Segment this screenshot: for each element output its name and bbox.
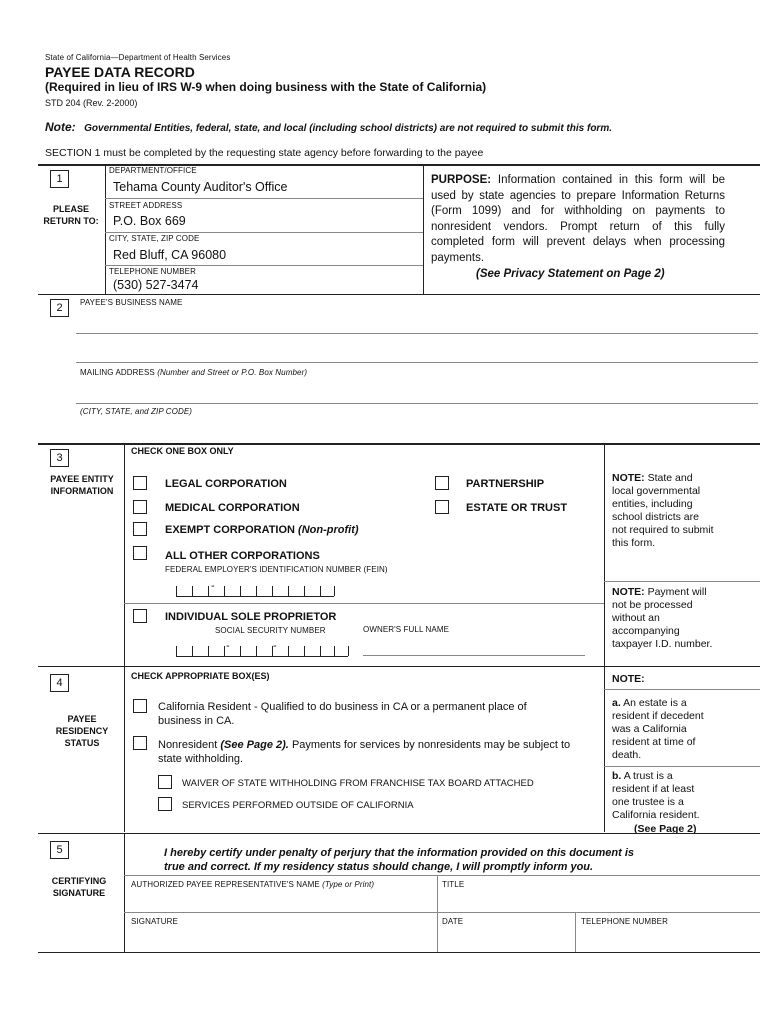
mailing-address-label: [80, 368, 307, 377]
mailing-address-line[interactable]: [76, 403, 758, 404]
mailing-label-main: MAILING ADDRESS: [80, 368, 155, 377]
ssn-input[interactable]: [176, 642, 348, 657]
residency-note-label: NOTE:: [612, 673, 645, 685]
rep-name-hint: (Type or Print): [322, 880, 375, 889]
header-note: [45, 118, 745, 136]
mailing-label-hint: (Number and Street or P.O. Box Number): [157, 368, 308, 377]
note-estate: [612, 697, 712, 762]
note-payment-text: Payment will not be processed without an accompanying taxpayer I.D. number.: [612, 586, 713, 650]
medical-corp-label: MEDICAL CORPORATION: [165, 502, 300, 514]
city-label: CITY, STATE, ZIP CODE: [109, 234, 200, 243]
form-title: PAYEE DATA RECORD: [45, 64, 195, 80]
estate-trust-checkbox[interactable]: [435, 500, 449, 514]
other-corp-label: ALL OTHER CORPORATIONS: [165, 550, 320, 562]
form-subtitle: (Required in lieu of IRS W-9 when doing business with the State of California): [45, 80, 487, 94]
certifying-signature-label: CERTIFYING SIGNATURE: [51, 876, 107, 898]
sole-prop-label: INDIVIDUAL SOLE PROPRIETOR: [165, 611, 337, 623]
note-text: Governmental Entities, federal, state, and local (including school districts) are not required to submit this form.: [84, 123, 612, 134]
section-3-number: 3: [50, 449, 69, 467]
please-return-label: PLEASE RETURN TO:: [43, 204, 99, 226]
fein-label: FEDERAL EMPLOYER'S IDENTIFICATION NUMBER (FEIN): [165, 565, 388, 574]
rep-name-main: AUTHORIZED PAYEE REPRESENTATIVE'S NAME: [131, 880, 320, 889]
waiver-label: WAIVER OF STATE WITHHOLDING FROM FRANCHISE TAX BOARD ATTACHED: [182, 778, 534, 789]
signature-label: SIGNATURE: [131, 917, 178, 926]
note-a-text: An estate is a resident if decedent was a California resident at time of death.: [612, 697, 704, 761]
note-trust: [612, 770, 712, 822]
note-b-text: A trust is a resident if at least one trustee is a California resident.: [612, 770, 700, 821]
sig-phone-label: TELEPHONE NUMBER: [581, 917, 668, 926]
owner-name-label: OWNER'S FULL NAME: [363, 625, 450, 634]
partnership-checkbox[interactable]: [435, 476, 449, 490]
note-payment-label: NOTE:: [612, 586, 645, 598]
exempt-corp-hint: (Non-profit): [298, 524, 359, 536]
dept-label: DEPARTMENT/OFFICE: [109, 166, 197, 175]
nonresident-checkbox[interactable]: [133, 736, 147, 750]
payee-residency-label: PAYEE RESIDENCY STATUS: [55, 714, 109, 748]
owner-name-line[interactable]: [363, 655, 585, 656]
services-outside-label: SERVICES PERFORMED OUTSIDE OF CALIFORNIA: [182, 800, 414, 811]
note-label: Note:: [45, 120, 76, 134]
signature-input[interactable]: [128, 930, 434, 950]
resident-checkbox[interactable]: [133, 699, 147, 713]
sole-prop-checkbox[interactable]: [133, 609, 147, 623]
purpose-block: [431, 173, 725, 266]
purpose-label: PURPOSE:: [431, 174, 492, 186]
section-1-number: 1: [50, 170, 69, 188]
resident-label: California Resident - Qualified to do business in CA or a permanent place of business in CA.: [158, 701, 527, 727]
rep-name-label: [131, 880, 374, 889]
fein-input[interactable]: [176, 582, 334, 597]
medical-corp-checkbox[interactable]: [133, 500, 147, 514]
date-input[interactable]: [440, 930, 572, 950]
ssn-label: SOCIAL SECURITY NUMBER: [215, 626, 326, 635]
street-value[interactable]: P.O. Box 669: [113, 214, 186, 228]
exempt-corp-checkbox[interactable]: [133, 522, 147, 536]
street-label: STREET ADDRESS: [109, 201, 183, 210]
section-2-number: 2: [50, 299, 69, 317]
check-appropriate-label: CHECK APPROPRIATE BOX(ES): [131, 671, 270, 681]
date-label: DATE: [442, 917, 464, 926]
nonresident-text: Payments for services by nonresidents may be subject to state withholding.: [158, 739, 571, 765]
section1-instruction: SECTION 1 must be completed by the requesting state agency before forwarding to the payee: [45, 147, 484, 159]
note-entities-text: State and local governmental entities, including school districts are not required to submit this form.: [612, 472, 714, 549]
fein-dash: -: [211, 580, 215, 592]
note-entities: [612, 472, 716, 550]
title-label: TITLE: [442, 880, 465, 889]
ssn-dash-2: -: [273, 640, 277, 652]
city-value[interactable]: Red Bluff, CA 96080: [113, 248, 227, 262]
sig-phone-input[interactable]: [578, 930, 758, 950]
note-b-label: b.: [612, 770, 622, 782]
title-input[interactable]: [440, 893, 758, 911]
rep-name-input[interactable]: [128, 893, 434, 911]
estate-trust-label: ESTATE OR TRUST: [466, 502, 568, 514]
city-state-zip-label: (CITY, STATE, and ZIP CODE): [80, 407, 193, 416]
nonresident-see: (See Page 2).: [220, 739, 289, 751]
legal-corp-checkbox[interactable]: [133, 476, 147, 490]
phone-value[interactable]: (530) 527-3474: [113, 278, 199, 292]
agency-line: State of California—Department of Health Services: [45, 53, 231, 62]
section-5-number: 5: [50, 841, 69, 859]
check-one-label: CHECK ONE BOX ONLY: [131, 446, 234, 456]
see-page-2[interactable]: (See Page 2): [634, 823, 697, 835]
ssn-dash-1: -: [226, 640, 230, 652]
legal-corp-label: LEGAL CORPORATION: [165, 478, 287, 490]
phone-label: TELEPHONE NUMBER: [109, 267, 196, 276]
form-number: STD 204 (Rev. 2-2000): [45, 98, 138, 108]
exempt-corp-label: [165, 524, 359, 536]
dept-value[interactable]: Tehama County Auditor's Office: [113, 180, 288, 194]
nonresident-main: Nonresident: [158, 739, 218, 751]
waiver-checkbox[interactable]: [158, 775, 172, 789]
note-entities-label: NOTE:: [612, 472, 645, 484]
nonresident-label: [158, 738, 578, 766]
section-4-number: 4: [50, 674, 69, 692]
certification-text: I hereby certify under penalty of perjury that the information provided on this document is true and correct. If my residency status should change, I will promptly inform you.: [164, 847, 635, 873]
exempt-corp-text: EXEMPT CORPORATION: [165, 524, 295, 536]
business-name-line[interactable]: [76, 333, 758, 334]
partnership-label: PARTNERSHIP: [466, 478, 545, 490]
note-a-label: a.: [612, 697, 621, 709]
payee-entity-label: PAYEE ENTITY INFORMATION: [50, 474, 114, 496]
privacy-link[interactable]: (See Privacy Statement on Page 2): [476, 268, 665, 280]
other-corp-checkbox[interactable]: [133, 546, 147, 560]
services-outside-checkbox[interactable]: [158, 797, 172, 811]
note-payment: [612, 586, 716, 651]
purpose-text: Information contained in this form will be used by state agencies to prepare Information Returns (Form 1099) and for withholding on payments to nonresident vendors. Prompt return of this fully completed form will prevent delays when processing payments.: [431, 174, 725, 264]
business-name-label: PAYEE'S BUSINESS NAME: [80, 298, 183, 307]
